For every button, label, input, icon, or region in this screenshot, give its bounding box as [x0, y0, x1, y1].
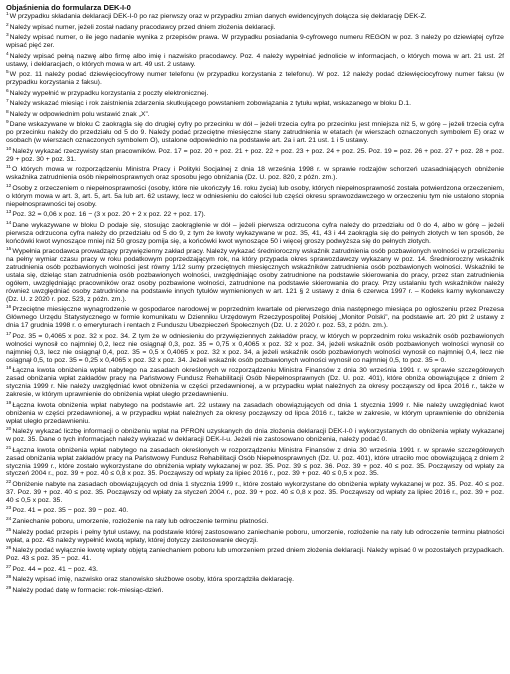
footnote-number: 27: [6, 564, 12, 570]
footnote-text: Należy wykazać liczbę informacji o obniżeniu wpłat na PFRON uzyskanych do dnia złożenia deklaracji DEK-I-0 i wykorzystanych do obniżenia wpłaty wykazanej w poz. 35. Dane o tych informacjach należy wykazać w deklaracji DEK-I-u. Jeżeli nie zastosowano obniżenia, należy podać 0.: [6, 428, 504, 444]
footnote-number: 24: [6, 517, 12, 523]
footnote-number: 2: [6, 22, 9, 28]
footnote-number: 25: [6, 527, 12, 533]
footnote-text: Należy wpisać imię, nazwisko oraz stanowisko służbowe osoby, która sporządziła deklarację.: [12, 576, 295, 584]
footnote-4: [6, 53, 504, 69]
footnote-number: 8: [6, 109, 9, 115]
footnote-number: 4: [6, 51, 9, 57]
footnote-text: Należy podać datę w formacie: rok-miesiąc-dzień.: [12, 586, 164, 594]
footnote-number: 17: [6, 331, 12, 337]
footnote-number: 19: [6, 400, 12, 406]
footnote-number: 23: [6, 506, 12, 512]
footnote-number: 3: [6, 33, 9, 39]
footnote-21: [6, 447, 504, 479]
footnote-number: 7: [6, 99, 9, 105]
footnote-text: Zaniechanie poboru, umorzenie, rozłożenie na raty lub odroczenie terminu płatności.: [12, 518, 269, 526]
footnote-text: Poz. 44 = poz. 41 − poz. 43.: [12, 565, 98, 573]
footnote-text: W przypadku składania deklaracji DEK-I-0 po raz pierwszy oraz w przypadku zmian danych ewidencyjnych dołącza się deklarację DEK-Z.: [9, 13, 427, 20]
footnote-text: Należy w odpowiednim polu wstawić znak „X”.: [9, 110, 150, 118]
footnote-number: 22: [6, 480, 12, 486]
footnote-text: Należy podać przepis i pełny tytuł ustawy, na podstawie której zastosowano zaniechanie poboru, umorzenie, rozłożenie na raty lub odroczenie terminu płatności wpłat, a poz. 43 należy wypełnić kwotą wpłaty, której dotyczy zastosowanie decyzji.: [6, 528, 504, 544]
footnote-text: Obniżenie nabyte na zasadach obowiązujących od dnia 1 stycznia 1999 r., które zostało wykorzystane do obniżenia wpłaty wykazanej w poz. 35. Poz. 40 ≤ poz. 37. Poz. 39 + poz. 40 ≤ poz. 35. Począwszy od wpłaty za styczeń 2004 r., poz. 39 + poz. 40 ≤ 0,8 x poz. 35. Począwszy od wpłaty za lipiec 2016 r., poz. 39 + poz. 40 ≤ 0,5 x poz. 35.: [6, 481, 504, 504]
footnote-12: [6, 185, 504, 209]
footnote-text: Dane wykazywane w bloku D podaje się, stosując zaokrąglenie w dół – jeżeli pierwsza odrzucona cyfra należy do przedziału od 0 do 4, albo w górę – jeżeli pierwsza odrzucona cyfra należy do przedziału od 5 do 9, z tym że kwoty wykazywane w poz. 35, 41, 43 i 44 zaokrągla się do pełnych złotych w ten sposób, że końcówki kwot wynoszące mniej niż 50 groszy pomija się, a końcówki kwot wynoszące 50 i więcej groszy podwyższa się do pełnych złotych.: [6, 221, 504, 245]
footnote-text: Łączna kwota obniżenia wpłat nabytego na zasadach określonych w rozporządzeniu Ministra Finansów z dnia 30 września 1991 r. w sprawie szczegółowych zasad obniżania wpłat zakładów pracy na Państwowy Fundusz Rehabilitacji Osób Niepełnosprawnych (Dz. U. poz. 401), które utraciło moc obowiązującą z dniem 2 stycznia 1999 r., które zostało wykorzystane do obniżenia wpłaty wykazanej w poz. 35. Poz. 39 ≤ poz. 36. Poz. 39 + poz. 40 ≤ poz. 35. Począwszy od wpłaty za styczeń 2004 r., poz. 39 + poz. 40 ≤ 0,8 x poz. 35. Począwszy od wpłaty za lipiec 2016 r., poz. 39 + poz. 40 ≤ 0,5 x poz. 35.: [6, 446, 504, 478]
footnote-22: [6, 481, 504, 505]
footnote-8: [6, 111, 504, 119]
footnote-number: 18: [6, 366, 12, 372]
footnote-text: Należy podać wyłącznie kwotę wpłaty objętą zaniechaniem poboru lub umorzeniem przed dniem złożenia deklaracji. Należy wpisać 0 w pozostałych przypadkach. Poz. 43 ≤ poz. 35 − poz. 41.: [6, 547, 504, 563]
footnote-29: [6, 587, 504, 595]
footnote-number: 12: [6, 183, 12, 189]
footnote-text: Należy wykazać rzeczywisty stan pracowników. Poz. 17 = poz. 20 + poz. 21 + poz. 22 + poz. 23 + poz. 24 + poz. 25. Poz. 19 = poz. 26 + poz. 27 + poz. 28 + poz. 29 + poz. 30 + poz. 31.: [6, 147, 504, 163]
footnote-number: 21: [6, 445, 12, 451]
footnote-17: [6, 333, 504, 365]
footnote-25: [6, 529, 504, 545]
footnote-text: Należy wskazać miesiąc i rok zaistnienia zdarzenia skutkującego powstaniem zobowiązania z tytułu wpłat, wskazanego w bloku D.1.: [9, 100, 411, 108]
footnote-18: [6, 367, 504, 399]
footnote-number: 16: [6, 305, 12, 311]
footnote-text: Dane wskazywane w bloku C zaokrągla się do drugiej cyfry po przecinku w dół – jeżeli trzecia cyfra po przecinku jest mniejsza niż 5, w górę – jeżeli trzecia cyfra po przecinku należy do przedziału od 5 do 9. Należy podać przeciętne miesięczne stany zatrudnienia w etatach (w wierszach oznaczonych symbolem E) oraz w osobach (w wierszach oznaczonych symbolem O), ustalone odpowiednio na podstawie art. 2a i art. 21 ust. 1 i 5 ustawy.: [6, 121, 504, 145]
footnote-16: [6, 306, 504, 330]
footnote-text: Przeciętne miesięczne wynagrodzenie w gospodarce narodowej w poprzednim kwartale od pierwszego dnia następnego miesiąca po ogłoszeniu przez Prezesa Głównego Urzędu Statystycznego w formie komunikatu w Dzienniku Urzędowym Rzeczypospolitej Polskiej „Monitor Polski”, na podstawie art. 20 pkt 2 ustawy z dnia 17 grudnia 1998 r. o emeryturach i rentach z Funduszu Ubezpieczeń Społecznych (Dz. U. z 2020 r. poz. 53, z późn. zm.).: [6, 306, 504, 330]
footnote-11: [6, 166, 504, 182]
footnote-text: W poz. 11 należy podać dziewięciocyfrowy numer telefonu (w przypadku korzystania z telefonu). W poz. 12 należy podać dziewięciocyfrowy numer faksu (w przypadku korzystania z faksu).: [6, 71, 504, 87]
footnote-13: [6, 211, 504, 219]
footnote-5: [6, 71, 504, 87]
footnote-text: O których mowa w rozporządzeniu Ministra Pracy i Polityki Socjalnej z dnia 18 września 1998 r. w sprawie rodzajów schorzeń uzasadniających obniżenie wskaźnika zatrudnienia osób niepełnosprawnych oraz sposobu jego obniżania (Dz. U. poz. 820, z późn. zm.).: [6, 166, 504, 182]
footnote-text: Poz. 41 = poz. 35 − poz. 39 − poz. 40.: [12, 507, 129, 515]
footnote-text: Osoby z orzeczeniem o niepełnosprawności (osoby, które nie ukończyły 16. roku życia) lub osoby, których niepełnosprawność została potwierdzona orzeczeniem, o którym mowa w art. 3, art. 5, art. 5a lub art. 62 ustawy, lecz w odniesieniu do całości lub części okresu sprawozdawczego w orzeczeniu tym nie ustalono stopnia niepełnosprawności tej osoby.: [6, 184, 504, 208]
notes-list: [6, 13, 504, 595]
footnote-text: Poz. 32 = 0,06 x poz. 16 − (3 x poz. 20 + 2 x poz. 22 + poz. 17).: [12, 211, 206, 219]
footnote-text: Łączna kwota obniżenia wpłat nabytego na zasadach określonych w rozporządzeniu Ministra Finansów z dnia 30 września 1991 r. w sprawie szczegółowych zasad obniżania wpłat zakładów pracy na Państwowy Fundusz Rehabilitacji Osób Niepełnosprawnych (Dz. U. poz. 401), które obniża obowiązujące z dniem 2 stycznia 1999 r. Nie należy uwzględniać kwot obniżenia w części przedawnionej, a w przypadku wpłat należnych za okresy począwszy od lipca 2016 r., także w zakresie, w którym uprawnienie do obniżenia wpłat uległo przedawnieniu.: [6, 367, 504, 399]
footnote-number: 29: [6, 585, 12, 591]
footnote-text: Należy wpisać pełną nazwę albo firmę albo imię i nazwisko pracodawcy. Poz. 4 należy wypełniać jednolicie w informacjach, o których mowa w art. 21 ust. 2f ustawy, i deklaracjach, o których mowa w art. 49 ust. 2 ustawy.: [6, 52, 504, 68]
footnote-2: [6, 24, 504, 32]
footnote-24: [6, 518, 504, 526]
footnote-14: [6, 222, 504, 246]
footnote-27: [6, 566, 504, 574]
footnote-number: 9: [6, 120, 9, 126]
footnote-number: 5: [6, 70, 9, 76]
footnote-number: 10: [6, 146, 12, 152]
footnote-number: 20: [6, 427, 12, 433]
footnote-15: [6, 248, 504, 304]
footnote-26: [6, 547, 504, 563]
footnote-19: [6, 402, 504, 426]
footnote-number: 6: [6, 88, 9, 94]
footnote-23: [6, 507, 504, 515]
footnote-text: Należy wpisać numer, o ile jego nadanie wynika z przepisów prawa. W przypadku posiadania 9-cyfrowego numeru REGON w poz. 3 należy po dziewiątej cyfrze wpisać pięć zer.: [6, 34, 504, 50]
footnote-text: Wypełnia pracodawca prowadzący przywięzienny zakład pracy. Należy wykazać średnioroczny wskaźnik zatrudnienia osób pozbawionych wolności w przeliczeniu na pełny wymiar czasu pracy w roku podatkowym poprzedzającym rok, na który przypada okres sprawozdawczy wykazany w poz. 14. Średnioroczny wskaźnik zatrudnienia osób pozbawionych wolności jest równy 1/12 sumy przeciętnych miesięcznych wskaźników zatrudnienia osób pozbawionych wolności. Wskaźniki te ustala się, dzieląc stan zatrudnienia osób pozbawionych wolności, uwzględniając osoby zatrudnione na podstawie skierowania do pracy, przez stan zatrudnienia ogółem, uwzględniając pracowników oraz osoby pozbawione wolności, zatrudnione na podstawie skierowania do pracy. Przy ustalaniu tych wskaźników należy również uwzględniać osoby zatrudnione na podstawie innych tytułów wymienionych w art. 121 § 2 ustawy z dnia 6 czerwca 1997 r. – Kodeks karny wykonawczy (Dz. U. z 2020 r. poz. 523, z późn. zm.).: [6, 248, 504, 303]
footnote-text: Należy wypełnić w przypadku korzystania z poczty elektronicznej.: [9, 89, 209, 97]
footnote-7: [6, 100, 504, 108]
footnote-number: 11: [6, 165, 11, 171]
footnote-number: 15: [6, 247, 12, 253]
page-title: Objaśnienia do formularza DEK-I-0: [6, 3, 131, 12]
footnote-text: Należy wpisać numer, jeżeli został nadany pracodawcy przed dniem złożenia deklaracji.: [9, 23, 276, 31]
footnote-6: [6, 90, 504, 98]
footnote-28: [6, 576, 504, 584]
footnote-text: Poz. 35 = 0,4065 x poz. 32 x poz. 34. Z tym że w odniesieniu do przywięziennych zakładów pracy, w których w poprzednim roku wskaźnik osób pozbawionych wolności wynosił co najmniej 0,2, lecz nie osiągnął 0,3, poz. 35 = 0,75 x 0,4065 x poz. 32 x poz. 34, jeżeli wskaźnik osób pozbawionych wolności wynosił co najmniej 0,3, lecz nie osiągnął 0,4, poz. 35 = 0,5 x 0,4065 x poz. 32 x poz. 34, a jeżeli wskaźnik osób pozbawionych wolności wynosił co najmniej 0,4, lecz nie osiągnął 0,5, to poz. 35 = 0,25 x 0,4065 x poz. 32 x poz. 34. Jeżeli wskaźnik osób pozbawionych wolności wynosił co najmniej 0,5, to poz. 35 = 0.: [6, 332, 504, 364]
footnote-number: 14: [6, 220, 12, 226]
footnote-3: [6, 34, 504, 50]
footnote-20: [6, 428, 504, 444]
footnote-10: [6, 148, 504, 164]
footnote-1: [6, 13, 504, 21]
footnote-number: 1: [6, 12, 9, 17]
footnote-number: 28: [6, 575, 12, 581]
footnote-9: [6, 121, 504, 145]
footnote-number: 13: [6, 210, 12, 216]
footnote-text: Łączna kwota obniżenia wpłat nabytego na podstawie art. 22 ustawy na zasadach obowiązujących od dnia 1 stycznia 1999 r. Nie należy uwzględniać kwot obniżenia w części przedawnionej, a w przypadku wpłat należnych za okresy począwszy od lipca 2016 r., także w zakresie, w którym uprawnienie do obniżenia wpłat uległo przedawnieniu.: [6, 401, 504, 425]
footnote-number: 26: [6, 546, 12, 552]
